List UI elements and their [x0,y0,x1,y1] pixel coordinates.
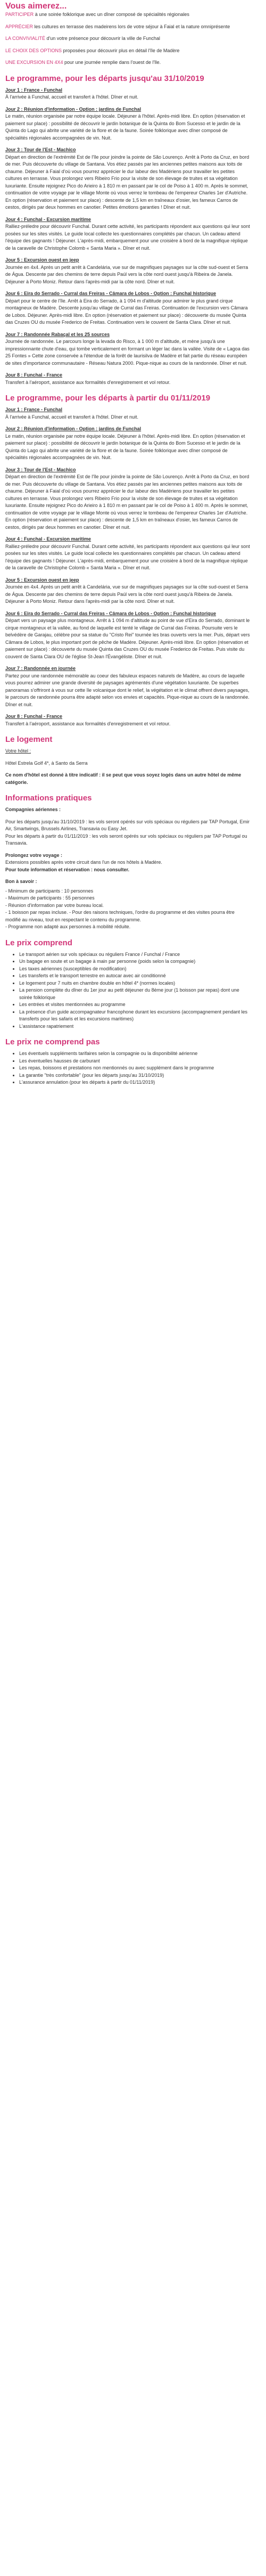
logement-section [5,735,250,786]
exclus-item: • Les éventuels suppléments tarifaires selon la compagnie ou la disponibilité aérienne [19,1050,250,1058]
day-text: Départ vers un paysage plus montagneux. Arrêt à 1 094 m d'altitude au point de vue d'Eira do Serrado, dominant le cirque montagneux et la vallée, au fond de laquelle est tenté le village de Curral das Freiras. Poursuite vers le belvédère de Garajau, célèbre pour sa statue du "Cristo Rei" tournée les bras ouverts vers la mer. Puis, départ vers Câmara de Lobos, le plus important port de pêche de Madère. Déjeuner. Après-midi libre. En option (réservation et paiement sur place) : découverte du musée Quinta das Cruzes OU du musée Frederico de Freitas. Puis visite du couvent de Santa Clara OU de l'église St-Jean l'Évangéliste. Dîner et nuit. [5,618,250,659]
programme2-section [5,394,250,727]
day-text: Partez pour une randonnée mémorable au coeur des fabuleux espaces naturels de Madère, au cours de laquelle vous pourrez admirer une grande diversité de paysages agrémentés d'une végétation luxuriante. De superbes panoramas s'offriront à vous sur cette île volcanique dont le relief, la végétation et le climat offrent divers paysages, le parcours de randonnée pourra être adapté selon vos envies et capacités. Pique-nique au cours de la randonnée. Dîner et nuit. [5,673,250,707]
hotel-note: Ce nom d'hôtel est donné à titre indicatif : il se peut que vous soyez logés dans un autre hôtel de même catégorie. [5,772,242,785]
exclus-item: • Les repas, boissons et prestations non mentionnés ou avec supplément dans le programme [19,1065,250,1072]
programme2-title: Le programme, pour les départs à partir du 01/11/2019 [5,394,211,403]
programme1-section [5,74,250,387]
intro-item-text: pour une journée remplie dans l'ouest de l'île. [63,60,161,65]
day-heading: Jour 7 : Randonnée en journée [5,666,76,671]
day-text: Départ en direction de l'extrémité Est de l'île pour joindre la pointe de São Lourenço. Arrêt à Porto da Cruz, en bord de mer. Puis découverte du village de Santana. Vos étiez passés par les anciennes petites maisons aux toits de chaume. Déjeuner à Faial d'où vous pourrez apprécier le dur labeur des Madériens pour travailler les petites cultures en terrasse. Vous prolongez vers Ribeiro Frio pour la visite de son élevage de truites et sa végétation luxuriante. Ensuite rejoignez Pico do Arieiro à 1 810 m en passant par le col de Poiso à 1 400 m. Après le sommet, continuation de votre voyage par le village Monte où vous verrez le tombeau de l'empereur Charles 1er d'Autriche. En option (réservation et paiement sur place) : descente de 1,5 km en traîneaux d'osier, les fameux Carros de cestos, dirigés par deux hommes en canotier. Petites émotions garanties ! Dîner et nuit. [5,154,250,210]
logement-title: Le logement [5,735,53,744]
day-text: Le matin, réunion organisée par notre équipe locale. Déjeuner à l'hôtel. Après-midi libre. En option (réservation et paiement sur place) : possibilité de découvrir le jardin botanique de la Quinta do Bom Sucesso et le jardin de la Quinta do Lago qui abrite une variété de la flore et de la faune. Soirée folklorique avec dîner composé de spécialités régionales accompagnées de vin. Nuit. [5,113,245,141]
inclus-item: • Les entrées et visites mentionnées au programme [19,1001,250,1009]
intro-item [5,35,250,43]
intro-item-text: d'un votre présence pour découvrir la ville de Funchal [45,36,160,41]
day-block [5,216,250,252]
programme1-days [5,87,250,387]
page-content [0,0,255,1086]
day-text: Le matin, réunion organisée par notre équipe locale. Déjeuner à l'hôtel. Après-midi libre. En option (réservation et paiement sur place) : possibilité de découvrir le jardin botanique de la Quinta do Bom Sucesso et le jardin de la Quinta do Lago qui abrite une variété de la flore et de la faune. Soirée folklorique avec dîner composé de spécialités régionales accompagnées de vin. Nuit. [5,433,245,460]
bon-text: - Minimum de participants : 10 personnes - Maximum de participants : 55 personnes - Réunion d'information par votre bureau local. - 1 boisson par repas incluse. - Pour des raisons techniques, l'ordre du programme et des visites pourra être modifié au niveau, tout en respectant le contenu du programme. - Programme non adapté aux personnes à mobilité réduite. [5,888,235,929]
day-block [5,713,250,727]
intro-item-text: à une soirée folklorique avec un dîner composé de spécialités régionales [34,12,189,17]
exclus-item: • L'assurance annulation (pour les départs à partir du 01/11/2019) [19,1079,250,1086]
day-block [5,610,250,661]
intro-item-text: proposées pour découvrir plus en détail l'île de Madère [62,47,180,53]
day-heading: Jour 3 : Tour de l'Est - Machico [5,467,76,472]
intro-item-lead: UNE EXCURSION EN 4X4 [5,60,63,65]
day-block [5,257,250,285]
day-heading: Jour 1 : France - Funchal [5,87,63,93]
exclus-item: • Les éventuelles hausses de carburant [19,1058,250,1065]
inclus-item: • L'assistance rapatriement [19,1023,250,1031]
day-heading: Jour 2 : Réunion d'information - Option : jardins de Funchal [5,106,142,112]
inclus-item: • Les transferts et le transport terrestre en autocar avec air conditionné [19,972,250,980]
intro-section [5,0,250,67]
inclus-list [5,951,250,1031]
day-text: Transfert à l'aéroport, assistance aux formalités d'enregistrement et vol retour. [5,721,171,726]
day-block [5,331,250,367]
day-heading: Jour 2 : Réunion d'information - Option : jardins de Funchal [5,426,142,431]
exclus-section [5,1037,250,1086]
day-block [5,577,250,606]
intro-item [5,23,250,31]
day-heading: Jour 6 : Eira do Serrado - Curral das Freiras - Câmara de Lobos - Option : Funchal historique [5,291,217,296]
day-block [5,467,250,531]
day-heading: Jour 4 : Funchal - Excursion maritime [5,216,92,222]
day-heading: Jour 5 : Excursion ouest en jeep [5,257,79,263]
intro-item [5,59,250,67]
day-heading: Jour 4 : Funchal - Excursion maritime [5,536,92,542]
companies-label: Compagnies aériennes : [5,807,61,812]
companies-text: Pour les départs jusqu'au 31/10/2019 : les vols seront opérés sur vols spéciaux ou réguliers par TAP Portugal, Emir Air, Smartwings, Brussels Airlines, Transavia ou Easy Jet. Pour les départs à partir du 01/11/2019 : les vols seront opérés sur vols spéciaux ou réguliers par TAP Portugal ou Transavia. [5,819,250,846]
day-text: Ralliez-préledre pour découvrir Funchal. Durant cette activité, les participants répondent aux questions qui leur sont posées sur les sites visités. Le guide local collecte les questionnaires complétés par chacun. Un cadeau attend l'équipe des gagnants ! Déjeuner. L'après-midi, embarquement pour une croisière à bord de la magnifique réplique de la caravelle de Christophe Colomb « Santa Maria ». Dîner et nuit. [5,543,250,570]
intro-title: Vous aimerez... [5,2,67,11]
intro-item-lead: LA CONVIVIALITÉ [5,36,46,41]
hotel-name: Hôtel Estrela Golf 4*, à Santo da Serra [5,760,88,766]
prolongez-label: Prolongez votre voyage : [5,852,63,858]
day-text: Journée en 4x4. Après un petit arrêt à Candelária, vue sur de magnifiques paysages sur la côte sud-ouest et Serra de Água. Descente par des chemins de terre depuis Paúl vers la côte nord ouest jusqu'à Ribeira de Janela. Déjeuner à Porto Moniz. Retour dans l'après-midi par la côte nord. Dîner et nuit. [5,264,248,284]
day-heading: Jour 5 : Excursion ouest en jeep [5,577,79,583]
day-text: Transfert à l'aéroport, assistance aux formalités d'enregistrement et vol retour. [5,379,171,385]
intro-item [5,11,250,19]
day-text: Départ en direction de l'extrémité Est de l'île pour joindre la pointe de São Lourenço. Arrêt à Porto da Cruz, en bord de mer. Puis découverte du village de Santana. Vos étiez passés par les anciennes petites maisons aux toits de chaume. Déjeuner à Faial d'où vous pourrez apprécier le dur labeur des Madériens pour travailler les petites cultures en terrasse. Vous prolongez vers Ribeiro Frio pour la visite de son élevage de truites et sa végétation luxuriante. Ensuite rejoignez Pico do Arieiro à 1 810 m en passant par le col de Poiso à 1 400 m. Après le sommet, continuation de votre voyage par le village Monte où vous verrez le tombeau de l'empereur Charles 1er d'Autriche. En option (réservation et paiement sur place) : descente de 1,5 km en traîneaux d'osier, les fameux Carros de cestos, dirigés par deux hommes en canotier. Dîner et nuit. [5,474,250,530]
day-heading: Jour 7 : Randonnée Rabaçal et les 25 sources [5,331,110,337]
day-block [5,406,250,421]
day-heading: Jour 1 : France - Funchal [5,407,63,412]
day-text: Journée en 4x4. Après un petit arrêt à Candelária, vue sur de magnifiques paysages sur la côte sud-ouest et Serra de Água. Descente par des chemins de terre depuis Paúl vers la côte nord ouest jusqu'à Ribeira de Janela. Déjeuner à Porto Moniz. Retour dans l'après-midi par la côte nord. Dîner et nuit. [5,584,248,604]
day-text: Départ pour le centre de l'île. Arrêt à Eira do Serrado, à 1 094 m d'altitude pour admirer le plus grand cirque montagneux de Madère. Descente jusqu'au village de Curral das Freiras. Continuation de l'excursion vers Câmara de Lobos. Déjeuner. Après-midi libre. En option (réservation et paiement sur place) : découverte du musée Quinta das Cruzes OU du musée Frederico de Freitas. Continuation vers le couvent de Santa Clara. Dîner et nuit. [5,298,248,325]
bon-label: Bon à savoir : [5,879,37,884]
exclus-list [5,1050,250,1086]
day-block [5,290,250,326]
logement-label: Votre hôtel : [5,748,31,754]
inclus-section [5,938,250,1031]
programme1-title: Le programme, pour les départs jusqu'au 31/10/2019 [5,73,204,83]
intro-item-text: les cultures en terrasse des madeirens lors de votre séjour à Faial et la nature omniprésente [33,23,230,29]
infos-title: Informations pratiques [5,794,92,803]
day-text: Ralliez-préledre pour découvrir Funchal. Durant cette activité, les participants répondent aux questions qui leur sont posées sur les sites visités. Le guide local collecte les questionnaires complétés par chacun. Un cadeau attend l'équipe des gagnants ! Déjeuner. L'après-midi, embarquement pour une croisière à bord de la magnifique réplique de la caravelle de Christophe Colomb « Santa Maria ». Dîner et nuit. [5,224,250,251]
day-block [5,106,250,142]
intro-item [5,47,250,55]
day-block [5,665,250,708]
prolongez-tail: Pour toute information et réservation : nous consulter. [5,866,130,872]
day-block [5,426,250,462]
intro-list [5,11,250,67]
day-text: À l'arrivée à Funchal, accueil et transfert à l'hôtel. Dîner et nuit. [5,414,139,420]
intro-item-lead: LE CHOIX DES OPTIONS [5,47,62,53]
inclus-item: • Un bagage en soute et un bagage à main par personne (poids selon la compagnie) [19,958,250,966]
day-block [5,146,250,211]
day-heading: Jour 6 : Eira do Serrado - Curral das Freiras - Câmara de Lobos - Option : Funchal historique [5,610,217,616]
inclus-item: • Le transport aérien sur vols spéciaux ou réguliers France / Funchal / France [19,951,250,959]
day-text: À l'arrivée à Funchal, accueil et transfert à l'hôtel. Dîner et nuit. [5,94,139,100]
exclus-title: Le prix ne comprend pas [5,1037,100,1046]
inclus-item: • La pension complète du dîner du 1er jour au petit déjeuner du 8ème jour (1 boisson par repas) dont une soirée folklorique [19,987,250,1001]
exclus-item: • La garantie "très confortable" (pour les départs jusqu'au 31/10/2019) [19,1072,250,1080]
inclus-item: • Le logement pour 7 nuits en chambre double en hôtel 4* (normes locales) [19,980,250,987]
day-block [5,536,250,572]
day-block [5,87,250,101]
day-text: Journée de randonnée. Le parcours longe la levada do Risco, à 1 000 m d'altitude, et mène jusqu'à une impressionnante chute d'eau, qui tombe verticalement en formant un léger lac dans la vallée. Visite de « Lagoa das 25 Fontes » Cette zone conservée a l'étendue de la forêt de laurisilva de Madère et fait partie du réseau européen de sites d'importance communautaire - Réseau Natura 2000. Pique-nique au cours de la randonnée. Dîner et nuit. [5,339,250,366]
day-heading: Jour 3 : Tour de l'Est - Machico [5,147,76,152]
day-heading: Jour 8 : Funchal - France [5,372,63,378]
infos-section [5,794,250,931]
inclus-title: Le prix comprend [5,938,72,947]
inclus-item: • Les taxes aériennes (susceptibles de modification) [19,966,250,973]
inclus-item: • La présence d'un guide accompagnateur francophone durant les excursions (accompagnement pendant les transferts pour les safaris et les excursions maritimes) [19,1009,250,1023]
programme2-days [5,406,250,727]
intro-item-lead: APPRÉCIER [5,23,34,29]
intro-item-lead: PARTICIPER [5,12,34,17]
day-heading: Jour 8 : Funchal - France [5,714,63,719]
prolongez-text: Extensions possibles après votre circuit dans l'un de nos hôtels à Madère. [5,860,162,865]
day-block [5,372,250,386]
